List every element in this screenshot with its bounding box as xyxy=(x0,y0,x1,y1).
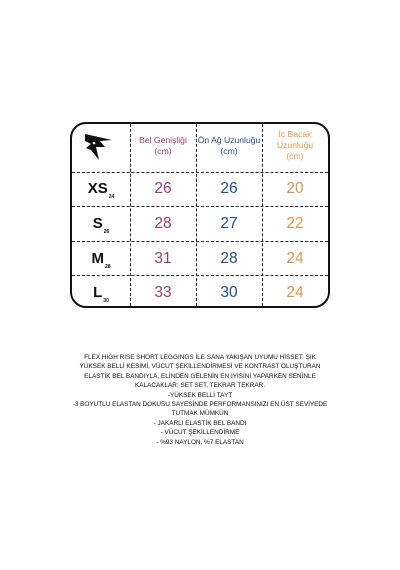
header-inseam-label: İç Bacak xyxy=(278,129,312,139)
table-cell: 33 xyxy=(154,284,172,301)
size-sub: 26 xyxy=(103,229,110,235)
description-line: - JAKARLI ELASTİK BEL BANDI xyxy=(153,419,247,427)
table-cell: 26 xyxy=(220,180,238,197)
size-label xyxy=(72,284,130,304)
header-inseam-unit: (cm) xyxy=(286,151,304,161)
size-sub: 30 xyxy=(103,298,109,304)
table-cell: 24 xyxy=(286,250,304,267)
description-line: - VÜCUT ŞEKİLLENDİRME xyxy=(160,429,240,437)
description-line: YÜKSEK BELLİ KESİMİ, VÜCUT ŞEKİLLENDİRMESİ VE KONTRAST OLUŞTURAN xyxy=(79,363,321,371)
header-waist-label: Bel Genişliği xyxy=(139,135,187,145)
table-cell: 27 xyxy=(220,215,238,232)
size-sub: 24 xyxy=(108,194,115,200)
table-cell: 24 xyxy=(286,284,304,301)
size-label xyxy=(72,215,130,235)
size-name: S xyxy=(92,215,103,232)
size-label xyxy=(72,180,130,200)
header-inseam xyxy=(262,129,328,162)
description-line: - %93 NAYLON, %7 ELASTAN xyxy=(156,438,244,446)
table-cell: 31 xyxy=(154,250,172,267)
size-sub: 28 xyxy=(104,264,111,270)
product-description xyxy=(50,353,350,447)
row-divider xyxy=(72,206,328,207)
table-cell: 30 xyxy=(220,284,238,301)
size-chart-table xyxy=(70,122,330,308)
description-line: -YÜKSEK BELLİ TAYT xyxy=(167,391,233,399)
header-front-rise-label: Ön Ağ Uzunluğu xyxy=(197,135,261,145)
description-line: -3 BOYUTLU ELASTAN DOKUSU SAYESİNDE PERFORMANSINIZI EN ÜST SEVİYEDE xyxy=(72,401,328,409)
header-waist xyxy=(130,135,196,157)
row-divider xyxy=(72,275,328,276)
table-cell: 22 xyxy=(286,215,304,232)
size-name: L xyxy=(93,284,103,301)
brand-logo-icon xyxy=(83,132,113,166)
size-name: M xyxy=(91,250,104,267)
table-cell: 26 xyxy=(154,180,172,197)
header-inseam-label2: Uzunluğu xyxy=(276,140,314,150)
header-front-rise xyxy=(196,135,262,157)
row-divider xyxy=(72,172,328,173)
header-waist-unit: (cm) xyxy=(154,146,172,156)
description-line: KALACAKLAR: SET SET, TEKRAR TEKRAR. xyxy=(135,382,265,390)
description-line: ELASTİK BEL BANDIYLA, ELİNDEN GELENİN EN İYİSİNİ YAPARKEN SENİNLE xyxy=(84,372,316,380)
table-cell: 28 xyxy=(154,215,172,232)
description-line: FLEX HIGH RISE SHORT LEGGINGS İLE SANA YAKIŞAN UYUMU HİSSET. ŞIK xyxy=(84,354,316,361)
table-cell: 20 xyxy=(286,180,304,197)
size-name: XS xyxy=(87,180,108,197)
table-cell: 28 xyxy=(220,250,238,267)
header-front-rise-unit: (cm) xyxy=(220,146,238,156)
size-label xyxy=(72,250,130,270)
row-divider xyxy=(72,241,328,242)
description-line: TUTMAK MÜMKÜN xyxy=(171,410,229,418)
